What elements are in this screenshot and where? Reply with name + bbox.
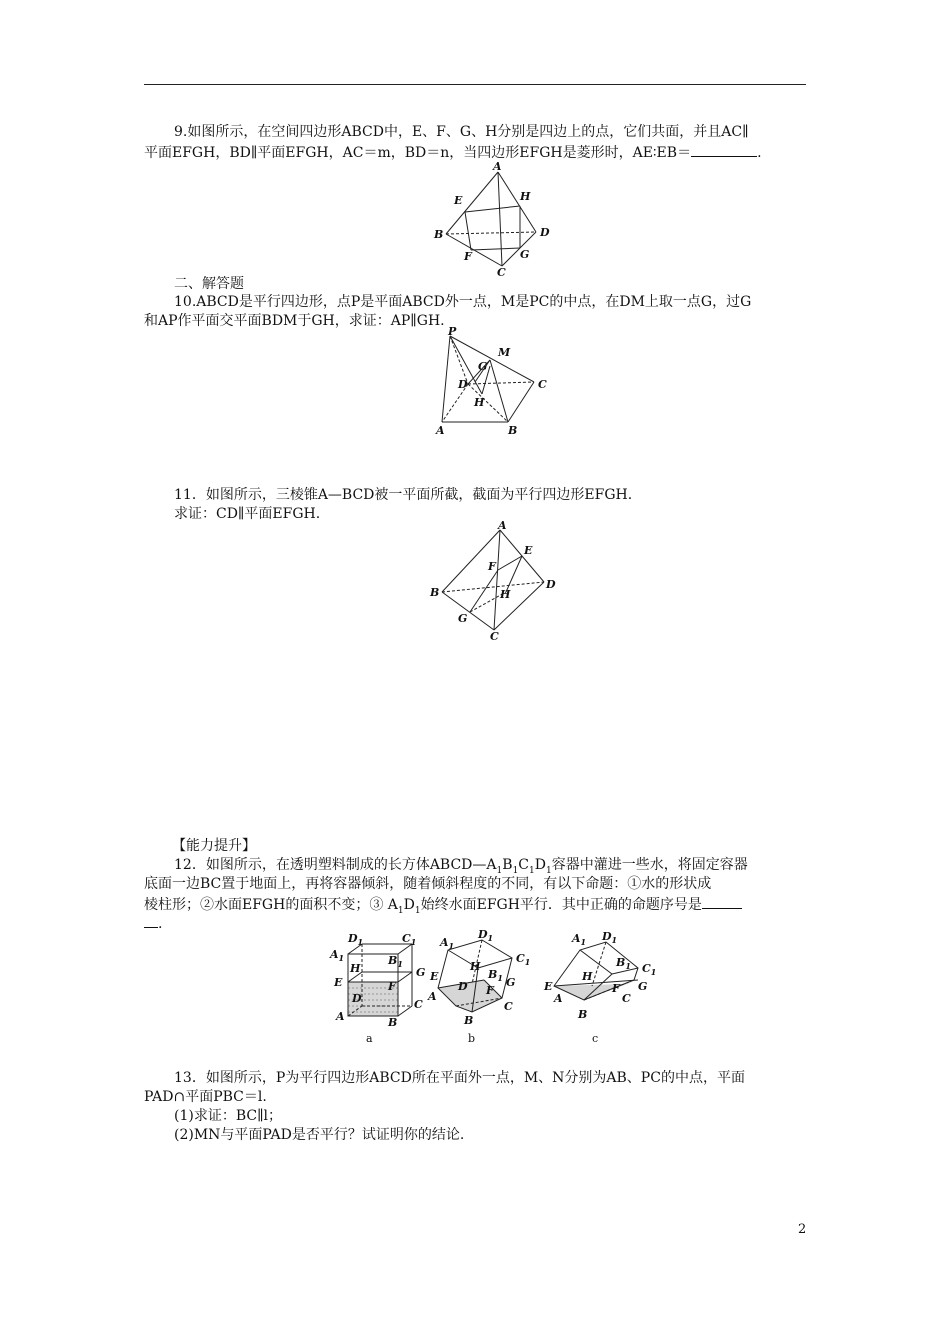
q11-line1: 11．如图所示，三棱锥A—BCD被一平面所截，截面为平行四边形EFGH. (174, 487, 633, 503)
q12-sub-d1b: 1 (414, 905, 421, 916)
q12b-label-F: F (486, 984, 494, 997)
q11-label-E: E (524, 544, 533, 557)
q12c-label-A1: $A_1$ (572, 932, 587, 947)
q12-sub-a1b: 1 (397, 905, 404, 916)
q12-line3a: 棱柱形；②水面EFGH的面积不变；③ A (144, 897, 398, 913)
q9-line2-text: 平面EFGH，BD∥平面EFGH，AC＝m，BD＝n，当四边形EFGH是菱形时，AE∶EB＝ (144, 145, 692, 161)
q12-mid-d2: D (403, 897, 415, 913)
q11-label-B: B (430, 586, 440, 599)
q11-label-C: C (490, 630, 499, 642)
q12-caption-a: a (366, 1032, 373, 1045)
subscript-one: 1 (611, 935, 618, 945)
q10-label-A: A (436, 424, 445, 437)
q9-label-G: G (520, 248, 530, 261)
q12c-label-A: A (554, 992, 563, 1005)
q12-sub-d1: 1 (545, 865, 552, 876)
q12-figure-c (543, 930, 656, 1045)
q12-figure-b (427, 928, 530, 1045)
q10-label-C: C (538, 378, 547, 391)
q11-label-D: D (546, 578, 556, 591)
q12-line1b: 容器中灌进一些水，将固定容器 (551, 857, 748, 873)
q10-figure (428, 326, 558, 440)
q9-label-F: F (464, 250, 472, 263)
q12a-label-E: E (334, 976, 343, 989)
q12-caption-c: c (592, 1032, 599, 1045)
q9-tail: . (757, 145, 762, 161)
subscript-one: 1 (487, 933, 494, 943)
q12-sub-c1: 1 (529, 865, 535, 876)
q9-label-H: H (520, 190, 531, 203)
q10-label-G: G (478, 360, 488, 373)
q12a-label-A1: $A_1$ (330, 948, 345, 963)
q9-label-E: E (454, 194, 463, 207)
q10-label-M: M (498, 346, 511, 359)
subscript-one: 1 (397, 959, 403, 969)
subscript-one: 1 (448, 941, 455, 951)
q12-answer-blank (702, 894, 742, 909)
q12-mid-b: B (502, 857, 513, 873)
subscript-one: 1 (524, 957, 531, 967)
q12a-label-G: G (416, 966, 426, 979)
q11-label-G: G (458, 612, 468, 625)
q10-label-H: H (474, 396, 485, 409)
q12b-label-D: D (458, 980, 468, 993)
subscript-one: 1 (580, 937, 587, 947)
q12-line3b: 始终水面EFGH平行．其中正确的命题序号是 (420, 897, 702, 913)
q12-answer-blank-cont (144, 913, 158, 928)
q9-line1: 9.如图所示，在空间四边形ABCD中，E、F、G、H分别是四边上的点，它们共面，并且AC∥ (174, 124, 749, 140)
q12a-label-B1: $B_1$ (388, 954, 403, 969)
q12c-label-E: E (544, 980, 553, 993)
subscript-one: 1 (338, 953, 345, 963)
q9-label-D: D (540, 226, 550, 239)
q12a-label-B: B (388, 1016, 398, 1029)
q13-line3: (1)求证：BC∥l； (174, 1108, 283, 1124)
q11-label-H: H (500, 588, 511, 601)
q12a-label-F: F (388, 980, 396, 993)
q12a-label-H: H (350, 962, 361, 975)
q12a-label-A: A (336, 1010, 345, 1023)
section-title: 二、解答题 (174, 276, 244, 292)
q12a-label-D: D (352, 992, 362, 1005)
q12-caption-b: b (468, 1032, 476, 1045)
q12b-label-A: A (428, 990, 437, 1003)
q12-line2: 底面一边BC置于地面上，再将容器倾斜，随着倾斜程度的不同，有以下命题：①水的形状成 (144, 876, 712, 892)
q12-figure-a (329, 932, 425, 1045)
q9-label-A: A (493, 160, 502, 173)
q13-line4: (2)MN与平面PAD是否平行？试证明你的结论. (174, 1127, 465, 1143)
page-number: 2 (798, 1222, 807, 1237)
q12-sub-b1: 1 (512, 865, 519, 876)
subscript-one: 1 (625, 961, 631, 971)
q9-label-C: C (497, 266, 506, 279)
q10-line1: 10.ABCD是平行四边形，点P是平面ABCD外一点，M是PC的中点，在DM上取一点G，过G (174, 294, 752, 310)
q12-line1a: 12．如图所示，在透明塑料制成的长方体ABCD—A (174, 857, 497, 873)
q9-figure (428, 160, 558, 280)
q12c-label-H: H (582, 970, 593, 983)
q12a-label-C1: $C_1$ (402, 932, 417, 947)
q12c-label-F: F (612, 982, 620, 995)
q12-mid-d: D (534, 857, 546, 873)
q9-label-B: B (434, 228, 444, 241)
subscript-one: 1 (650, 967, 657, 977)
q12b-label-B1: $B_1$ (488, 968, 503, 983)
q12c-label-G: G (638, 980, 648, 993)
q12c-label-C: C (622, 992, 631, 1005)
subscript-one: 1 (357, 937, 364, 947)
q11-line2: 求证：CD∥平面EFGH. (174, 506, 321, 522)
q11-label-A: A (498, 519, 507, 532)
q12c-label-B1: $B_1$ (616, 956, 631, 971)
q10-label-D: D (458, 378, 468, 391)
q12a-label-D1: $D_1$ (348, 932, 364, 947)
q12-sub-a1: 1 (496, 865, 503, 876)
q11-figure (426, 518, 566, 642)
subscript-one: 1 (497, 973, 503, 983)
q12b-label-D1: $D_1$ (478, 928, 494, 943)
q12b-label-C1: $C_1$ (516, 952, 531, 967)
q13-line1: 13．如图所示，P为平行四边形ABCD所在平面外一点，M、N分别为AB、PC的中点，平面 (174, 1070, 745, 1086)
q12c-label-B: B (578, 1008, 588, 1021)
q12b-label-G: G (506, 976, 516, 989)
q12b-label-C: C (504, 1000, 513, 1013)
q12-mid-c: C (518, 857, 530, 873)
q9-answer-blank (691, 142, 757, 157)
ability-title: 【能力提升】 (172, 838, 256, 854)
q10-line2: 和AP作平面交平面BDM于GH，求证：AP∥GH. (144, 313, 445, 329)
q12b-label-B: B (464, 1014, 474, 1027)
q12c-label-D1: $D_1$ (602, 930, 618, 945)
q12-line4-text: . (158, 916, 163, 932)
q12b-label-E: E (430, 970, 439, 983)
q12b-label-H: H (470, 960, 481, 973)
header-rule (144, 84, 806, 85)
q10-label-B: B (508, 424, 518, 437)
subscript-one: 1 (410, 937, 417, 947)
q12-figures (326, 928, 666, 1048)
q13-line2: PAD∩平面PBC＝l. (144, 1089, 267, 1105)
q10-label-P: P (448, 326, 457, 338)
q12c-label-C1: $C_1$ (642, 962, 657, 977)
q12b-label-A1: $A_1$ (440, 936, 455, 951)
q11-label-F: F (488, 560, 496, 573)
q12a-label-C: C (414, 998, 423, 1011)
